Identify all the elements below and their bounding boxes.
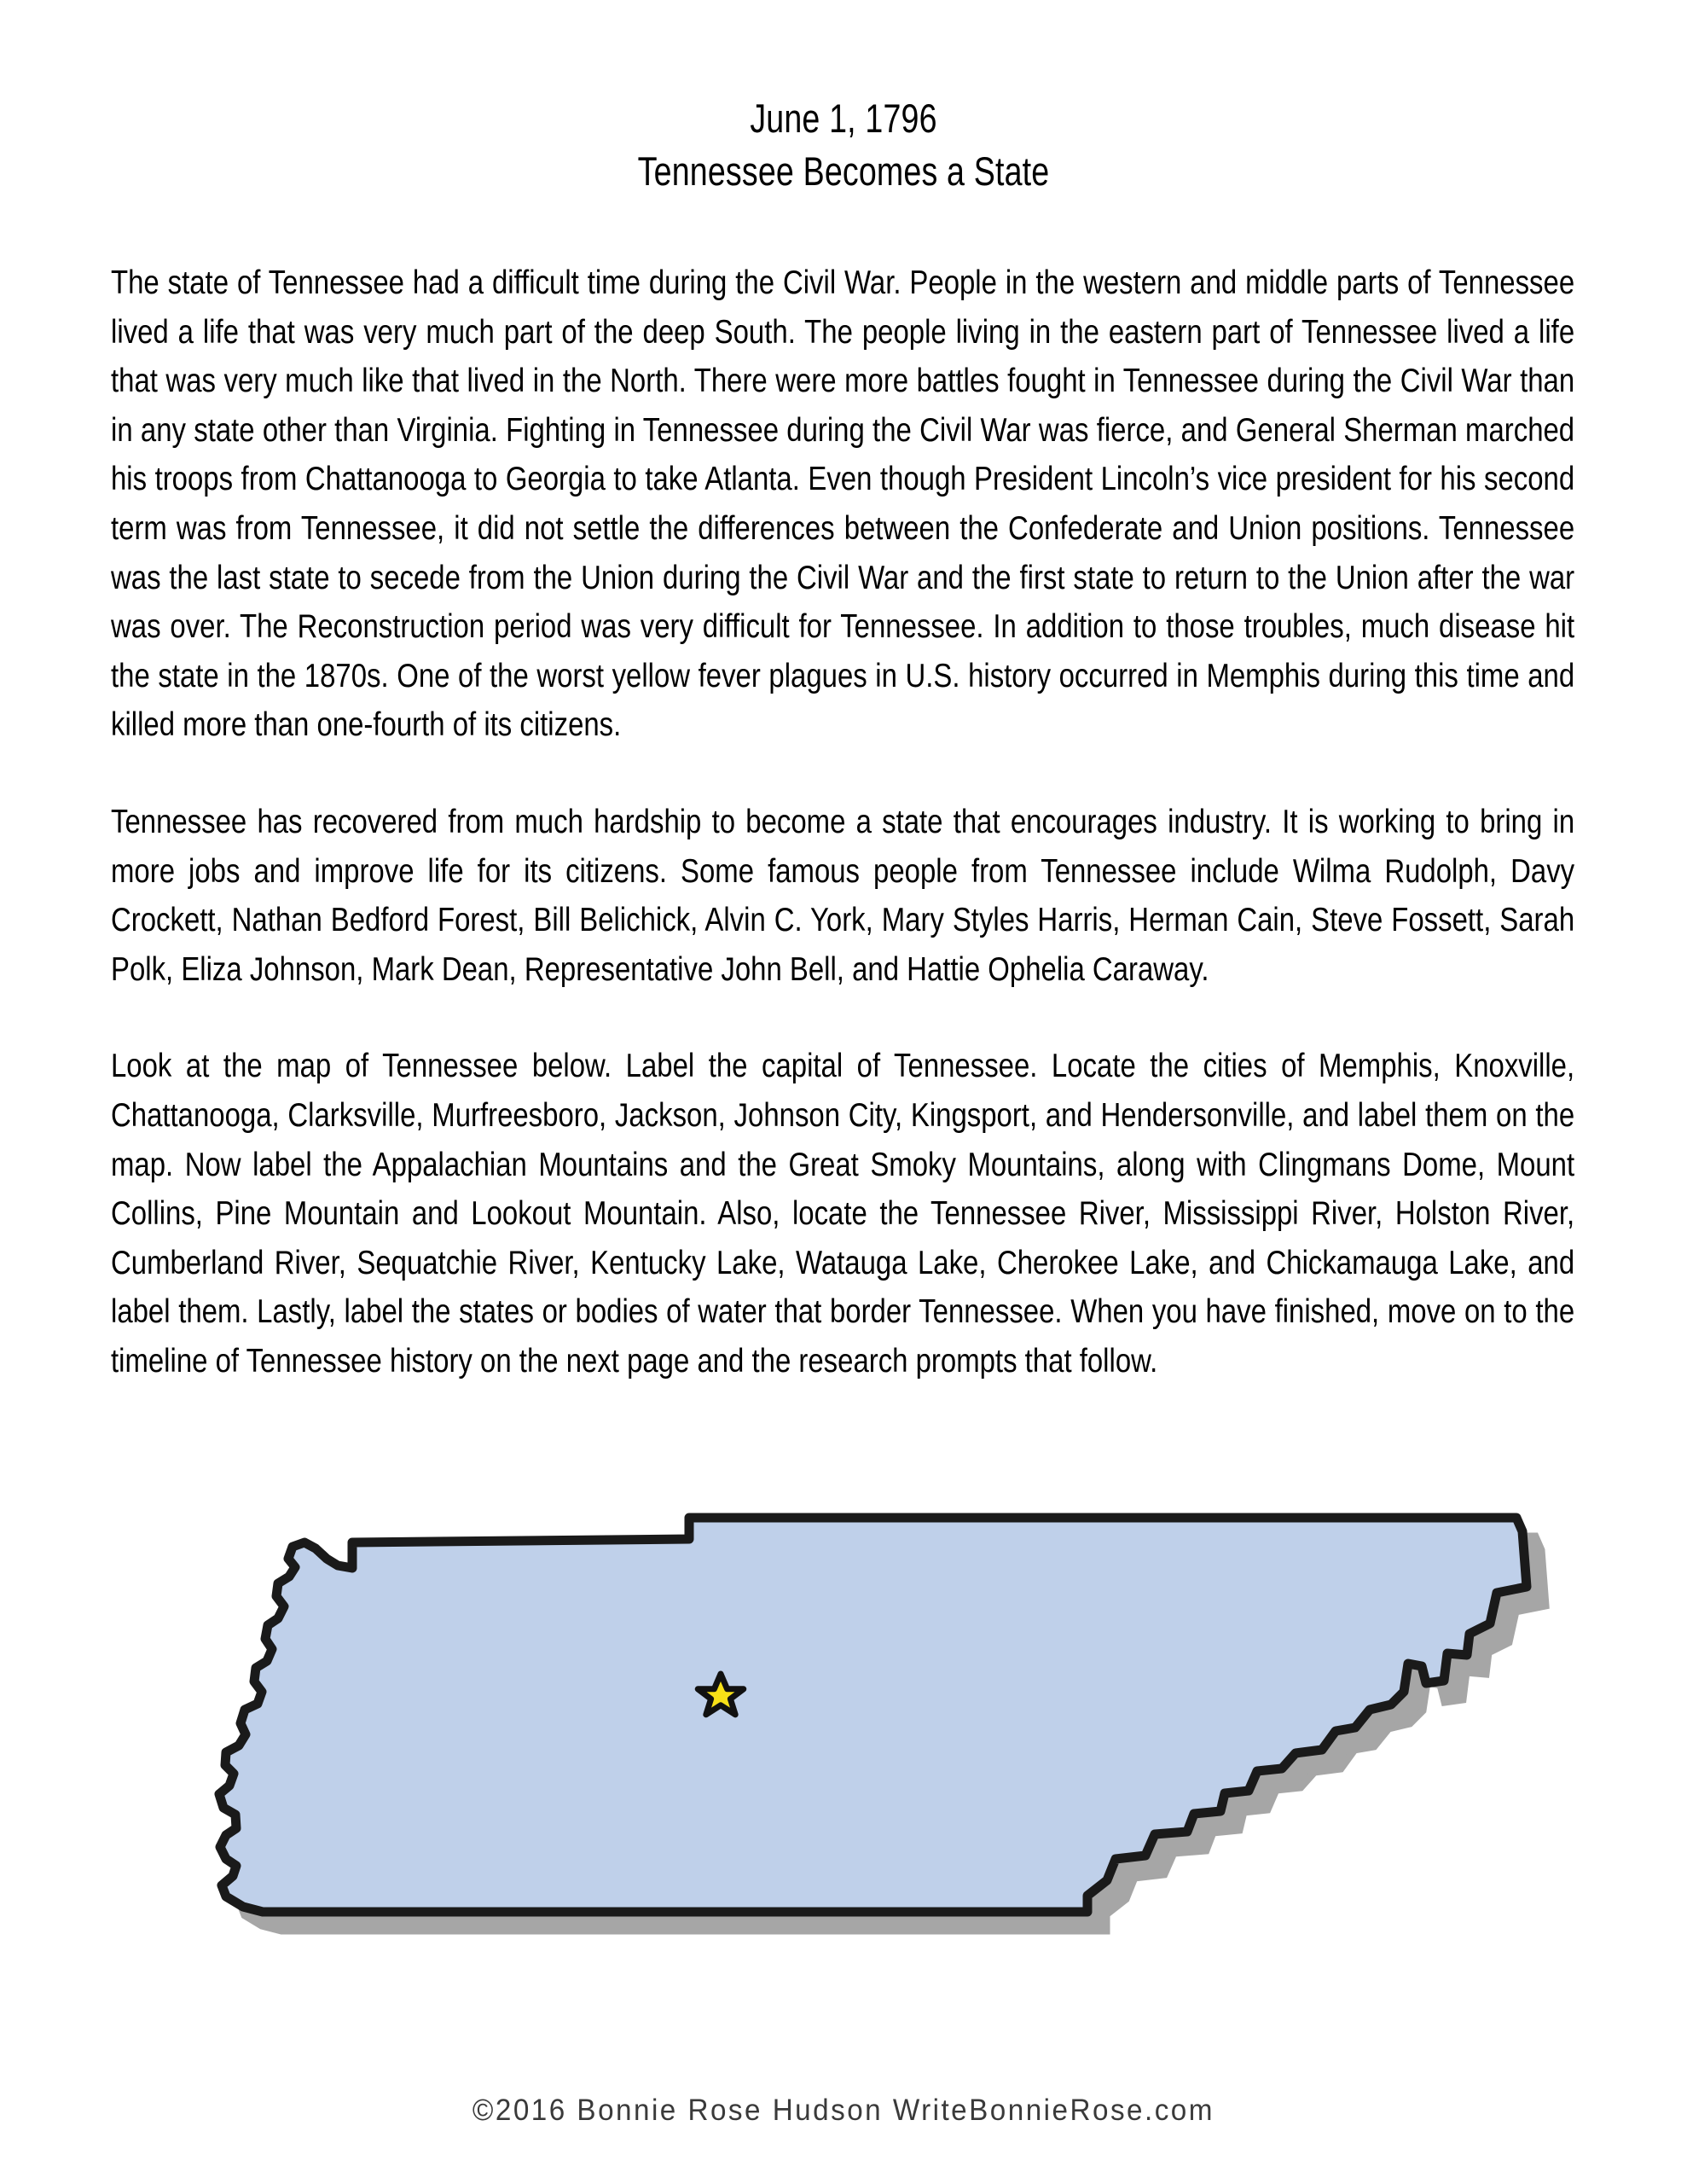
- paragraph-recovery-and-famous-people: Tennessee has recovered from much hardship to become a state that encourages industry. It is working to bring in more jobs and improve life for its citizens. Some famous people from Tennessee include Wilma Rudolph, Davy Crockett, Nathan Bedford Forest, Bill Belichick, Alvin C. York, Mary Styles Harris, Herman Cain, Steve Fossett, Sarah Polk, Eliza Johnson, Mark Dean, Representative John Bell, and Hattie Ophelia Caraway.: [111, 803, 1575, 988]
- tennessee-map: [81, 1497, 1616, 1975]
- map-state-body: [219, 1518, 1527, 1912]
- paragraph-map-instructions: Look at the map of Tennessee below. Label the capital of Tennessee. Locate the cities of Memphis, Knoxville, Chattanooga, Clarksville, Murfreesboro, Jackson, Johnson City, Kingsport, and Hendersonville, and label them on the map. Now label the Appalachian Mountains and the Great Smoky Mountains, along with Clingmans Dome, Mount Collins, Pine Mountain and Lookout Mountain. Also, locate the Tennessee River, Mississippi River, Holston River, Cumberland River, Sequatchie River, Kentucky Lake, Watauga Lake, Cherokee Lake, and Chickamauga Lake, and label them. Lastly, label the states or bodies of water that border Tennessee. When you have finished, move on to the timeline of Tennessee history on the next page and the research prompts that follow.: [111, 1048, 1575, 1380]
- title-date-line: June 1, 1796: [750, 96, 937, 141]
- paragraph-history: The state of Tennessee had a difficult time during the Civil War. People in the western and middle parts of Tennessee lived a life that was very much part of the deep South. The people living in the eastern part of Tennessee lived a life that was very much like that lived in the North. There were more battles fought in Tennessee during the Civil War than in any state other than Virginia. Fighting in Tennessee during the Civil War was fierce, and General Sherman marched his troops from Chattanooga to Georgia to take Atlanta. Even though President Lincoln’s vice president for his second term was from Tennessee, it did not settle the differences between the Confederate and Union positions. Tennessee was the last state to secede from the Union during the Civil War and the first state to return to the Union after the war was over. The Reconstruction period was very difficult for Tennessee. In addition to those troubles, much disease hit the state in the 1870s. One of the worst yellow fever plagues in U.S. history occurred in Memphis during this time and killed more than one-fourth of its citizens.: [111, 264, 1575, 744]
- body-text: [111, 258, 1575, 1385]
- tennessee-map-svg: [81, 1497, 1616, 1975]
- footer: [0, 2092, 1687, 2129]
- copyright-text: ©2016 Bonnie Rose Hudson WriteBonnieRose.com: [472, 2094, 1215, 2127]
- title-heading-line: Tennessee Becomes a State: [637, 148, 1050, 194]
- page-title: [0, 92, 1687, 198]
